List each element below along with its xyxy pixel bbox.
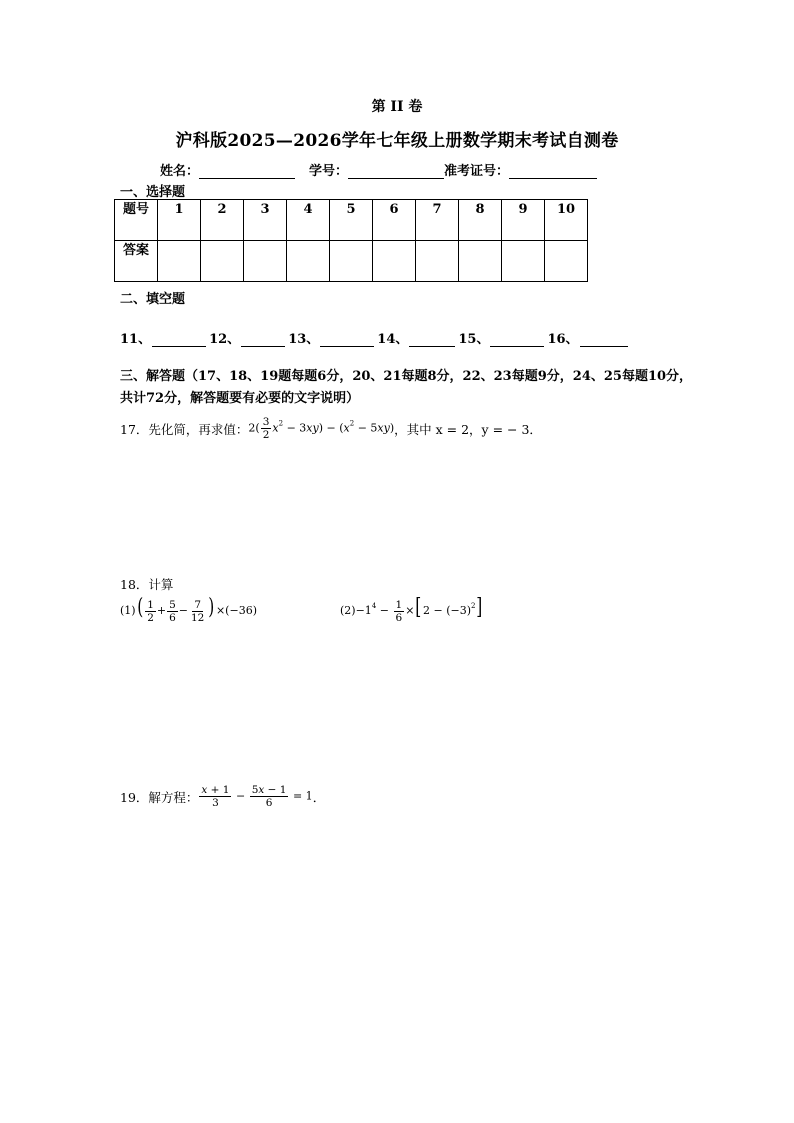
name-label: 姓名： xyxy=(160,164,200,179)
question-number: 8 xyxy=(459,200,502,241)
question-number: 7 xyxy=(416,200,459,241)
question-number: 5 xyxy=(330,200,373,241)
answer-cell[interactable] xyxy=(545,241,588,282)
answer-cell[interactable] xyxy=(502,241,545,282)
question-18-label: 18．计算 xyxy=(120,577,174,592)
exam-id-blank[interactable] xyxy=(509,164,597,179)
q19-suffix: ． xyxy=(312,789,326,805)
question-number: 1 xyxy=(158,200,201,241)
fill-item xyxy=(458,328,547,347)
q18-part1-expression: ( $\frac{1}{2}$ + $\frac{5}{6}$ − $\frac{7}{12}$ )×(−36) xyxy=(136,595,257,624)
question-18-part2 xyxy=(340,595,484,624)
q17-suffix: ，其中 x = 2，y = − 3． xyxy=(394,421,542,437)
student-info-fields xyxy=(160,160,611,179)
fill-item xyxy=(120,328,209,347)
name-blank[interactable] xyxy=(199,164,295,179)
q17-prefix: 17．先化简，再求值： xyxy=(120,421,249,437)
fill-blank[interactable] xyxy=(409,332,455,347)
answer-cell[interactable] xyxy=(330,241,373,282)
fill-blank[interactable] xyxy=(152,332,206,347)
q18-part2-expression: $-1^4$ − $\frac{1}{6}$ $\times[2 - (-3)^2]$ xyxy=(355,595,483,624)
row-header-answer: 答案 xyxy=(115,241,158,282)
student-id-blank[interactable] xyxy=(348,164,444,179)
answer-cell[interactable] xyxy=(459,241,502,282)
fill-blank[interactable] xyxy=(320,332,374,347)
fill-number: 11、 xyxy=(120,332,152,347)
answer-cell[interactable] xyxy=(416,241,459,282)
answer-table xyxy=(114,199,588,282)
fill-number: 13、 xyxy=(288,332,320,347)
answer-row xyxy=(115,241,588,282)
fill-item xyxy=(209,328,288,347)
fill-blank-row xyxy=(120,328,631,347)
fill-blank[interactable] xyxy=(490,332,544,347)
number-row xyxy=(115,200,588,241)
q19-equation: $\frac{x + 1}{3}$ − $\frac{5x - 1}{6}$ = 1 xyxy=(201,784,313,809)
answer-cell[interactable] xyxy=(244,241,287,282)
fill-number: 16、 xyxy=(547,332,579,347)
section-fill-heading: 二、填空题 xyxy=(120,292,186,307)
question-19 xyxy=(120,784,325,809)
question-number: 6 xyxy=(373,200,416,241)
question-number: 4 xyxy=(287,200,330,241)
volume-label: 第 II 卷 xyxy=(371,99,423,115)
answer-cell[interactable] xyxy=(158,241,201,282)
fill-number: 12、 xyxy=(209,332,241,347)
fill-number: 15、 xyxy=(458,332,490,347)
question-number: 2 xyxy=(201,200,244,241)
answer-cell[interactable] xyxy=(287,241,330,282)
fill-item xyxy=(547,328,630,347)
fill-item xyxy=(288,328,377,347)
fill-blank[interactable] xyxy=(241,332,285,347)
question-18-part1 xyxy=(120,595,257,624)
answer-cell[interactable] xyxy=(201,241,244,282)
question-number: 3 xyxy=(244,200,287,241)
answer-cell[interactable] xyxy=(373,241,416,282)
section-choice-heading: 一、选择题 xyxy=(120,185,186,200)
q18-part1-label: (1) xyxy=(120,604,136,618)
question-17 xyxy=(120,416,542,441)
question-number: 9 xyxy=(502,200,545,241)
q17-expression: 2( $\frac{3}{2}$ $x^2 - 3xy) - (x^2 - 5xy)$ xyxy=(248,416,395,441)
row-header-number: 题号 xyxy=(115,200,158,241)
fill-blank[interactable] xyxy=(580,332,628,347)
section-solve-heading: 三、解答题（17、18、19题每题6分，20、21每题8分，22、23每题9分，24、25每题10分，共计72分，解答题要有必要的文字说明） xyxy=(120,369,693,406)
question-number: 10 xyxy=(545,200,588,241)
q18-part2-label: (2) xyxy=(340,604,356,618)
fill-item xyxy=(377,328,458,347)
q19-prefix: 19．解方程： xyxy=(120,789,199,805)
student-id-label: 学号： xyxy=(309,164,349,179)
exam-title: 沪科版2025—2026学年七年级上册数学期末考试自测卷 xyxy=(175,131,619,151)
fill-number: 14、 xyxy=(377,332,409,347)
exam-id-label: 准考证号： xyxy=(444,164,510,179)
